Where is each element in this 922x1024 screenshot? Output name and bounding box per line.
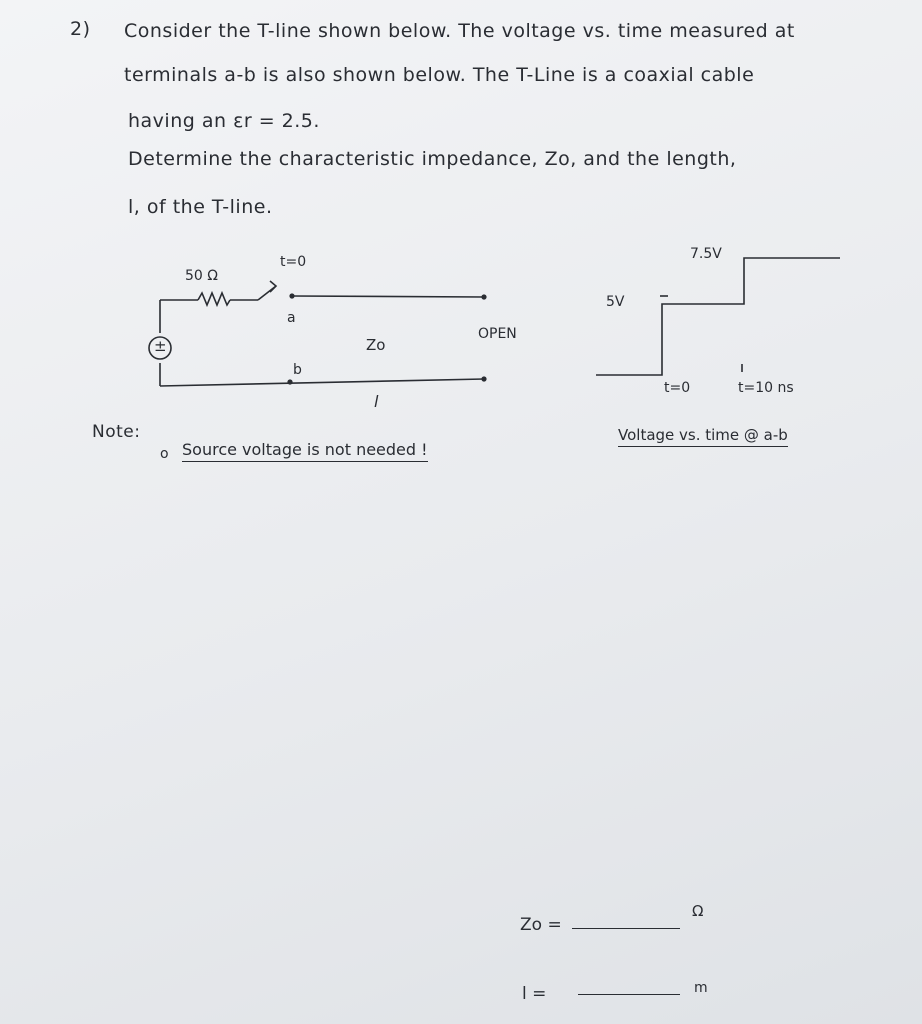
problem-line-1: Consider the T-line shown below. The voltage vs. time measured at [124, 20, 795, 42]
note-bullet: o [160, 446, 169, 462]
problem-line-4: Determine the characteristic impedance, Zo, and the length, [128, 148, 737, 170]
resistor-label: 50 Ω [185, 268, 218, 284]
l-answer-label: l = [522, 984, 547, 1004]
problem-line-2: terminals a-b is also shown below. The T-Line is a coaxial cable [124, 64, 755, 86]
tick-start-label: t=0 [664, 380, 691, 396]
z0-answer-label: Zo = [520, 915, 562, 935]
voltage-waveform [596, 258, 840, 375]
impedance-label: Zo [366, 336, 386, 354]
l-unit: m [694, 980, 708, 996]
length-label: l [374, 392, 379, 411]
level-mid-label: 5V [606, 294, 625, 310]
source-polarity: ± [154, 337, 167, 355]
graph-caption: Voltage vs. time @ a-b [618, 426, 788, 447]
switch-label: t=0 [280, 254, 307, 270]
problem-number: 2) [70, 18, 91, 40]
problem-line-3: having an εr = 2.5. [128, 110, 320, 132]
terminal-a-label: a [287, 310, 296, 326]
z0-answer-blank[interactable] [572, 928, 680, 929]
resistor-icon [198, 293, 230, 305]
level-high-label: 7.5V [690, 246, 722, 262]
z0-unit: Ω [692, 902, 704, 920]
note-text: Source voltage is not needed ! [182, 440, 428, 462]
l-answer-blank[interactable] [578, 994, 680, 995]
tline-bottom-conductor [160, 379, 484, 386]
tick-end-label: t=10 ns [738, 380, 794, 396]
open-label: OPEN [478, 326, 517, 342]
note-label: Note: [92, 422, 141, 442]
switch-icon [258, 281, 276, 300]
problem-line-5: l, of the T-line. [128, 196, 273, 218]
tline-top-conductor [292, 296, 484, 297]
terminal-b-label: b [293, 362, 302, 378]
